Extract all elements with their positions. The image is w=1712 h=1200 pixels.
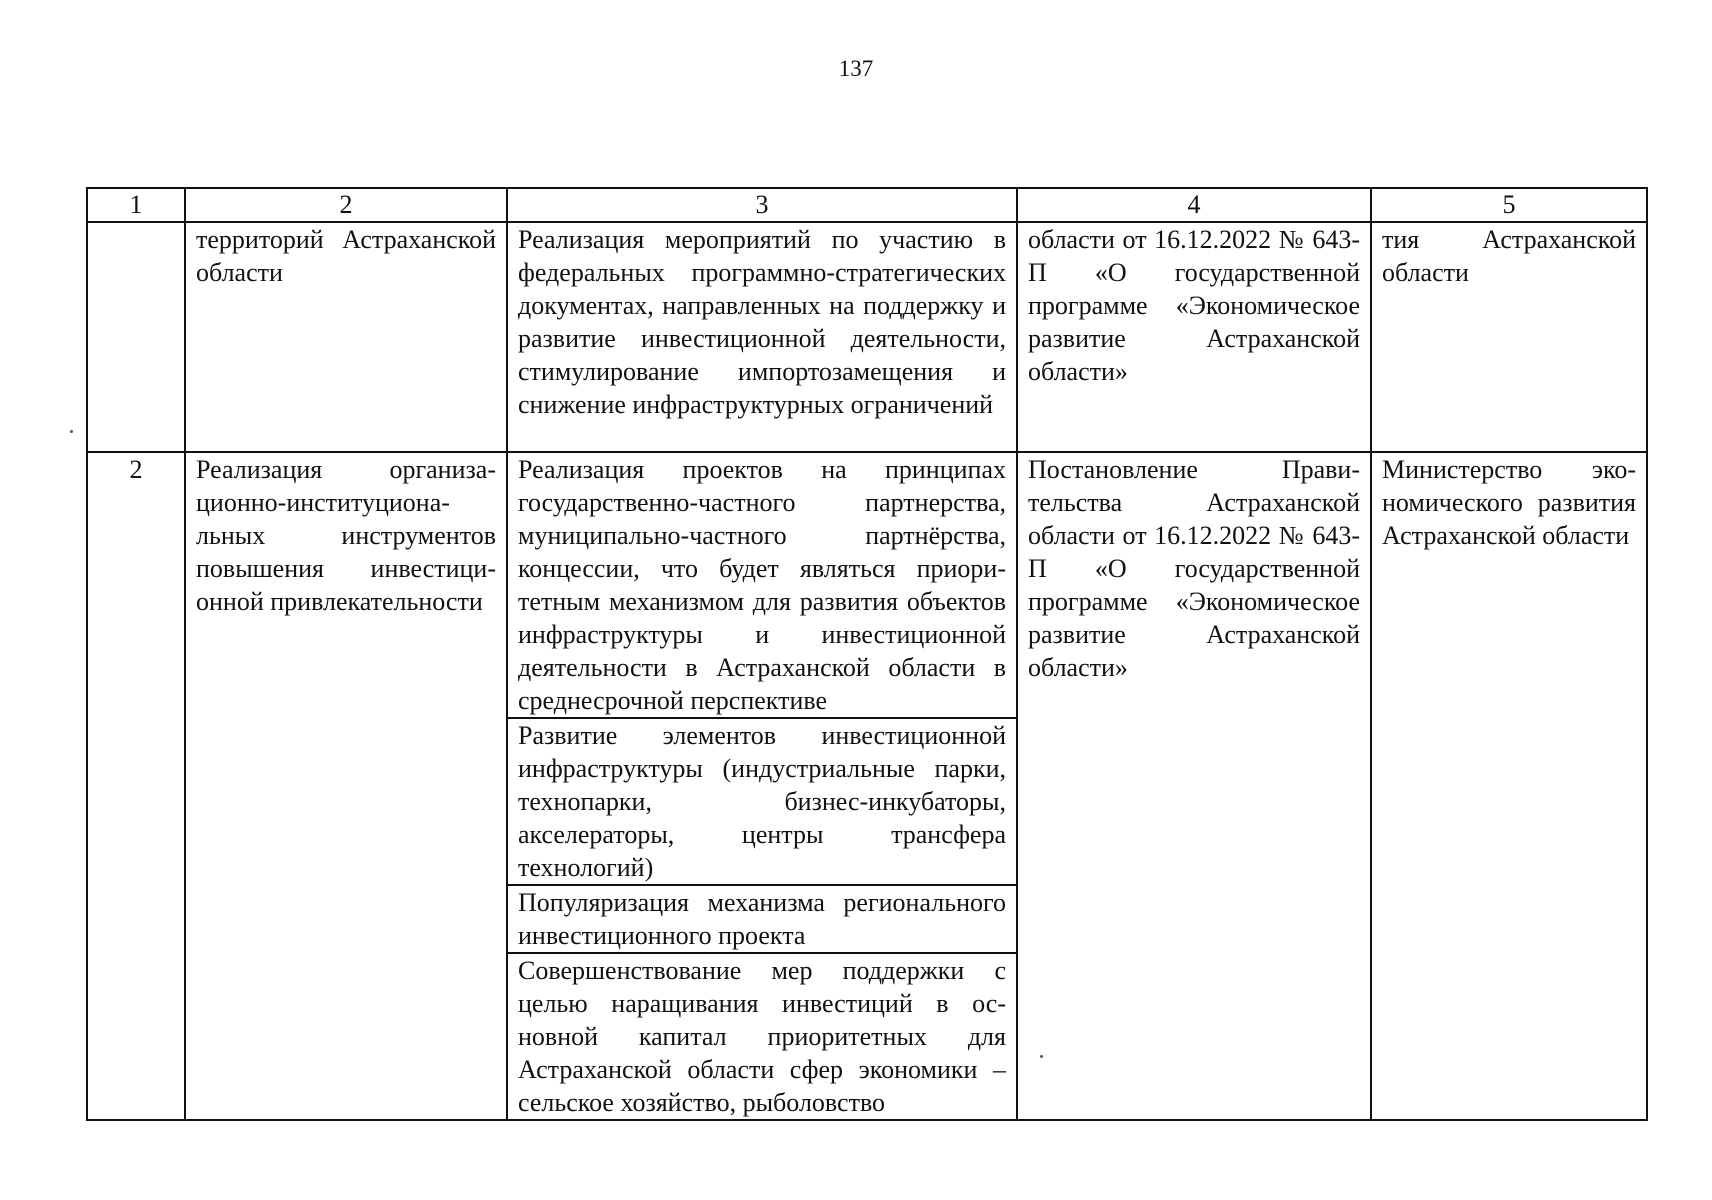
executor-cell: Министерство экономического развития Астраханской области: [1371, 452, 1647, 1120]
row-number-cell: [87, 222, 185, 452]
task-cell: Реализация организационно-институциональных инструментов повышения инвестиционной привлекательности: [185, 452, 507, 1120]
column-header-4: 4: [1017, 188, 1371, 222]
measure-cell: Популяризация механизма регионального инвестиционного проекта: [507, 885, 1017, 953]
row-number-cell: 2: [87, 452, 185, 1120]
measure-cell: Совершенствование мер поддержки с целью наращивания инвестиций в основной капитал приоритетных для Астраханской области сфер экономики – сельское хозяйство, рыболовство: [507, 953, 1017, 1120]
column-header-5: 5: [1371, 188, 1647, 222]
document-cell: области от 16.12.2022 № 643-П «О государственной программе «Экономическое развитие Астраханской области»: [1017, 222, 1371, 452]
table-header-row: [87, 188, 1647, 222]
document-table: [86, 187, 1648, 1121]
table-row-continued: [87, 222, 1647, 452]
task-cell: территорий Астраханской области: [185, 222, 507, 452]
measure-cell: Реализация проектов на принципах государственно-частного партнерства, муниципально-частного партнёрства, концессии, что будет являться приоритетным механизмом для развития объектов инфраструктуры и инвестиционной деятельности в Астраханской области в среднесрочной перспективе: [507, 452, 1017, 718]
column-header-1: 1: [87, 188, 185, 222]
measure-cell: Реализация мероприятий по участию в федеральных программно-стратегических документах, направленных на поддержку и развитие инвестиционной деятельности, стимулирование импортозамещения и снижение инфраструктурных ограничений: [507, 222, 1017, 452]
document-cell: Постановление Правительства Астраханской области от 16.12.2022 № 643-П «О государственной программе «Экономическое развитие Астраханской области»: [1017, 452, 1371, 1120]
table-row-2: [87, 452, 1647, 718]
column-header-2: 2: [185, 188, 507, 222]
column-header-3: 3: [507, 188, 1017, 222]
page-number: 137: [838, 56, 874, 81]
measure-cell: Развитие элементов инвестиционной инфраструктуры (индустриальные парки, технопарки, бизнес-инкубаторы, акселераторы, центры трансфера технологий): [507, 718, 1017, 885]
executor-cell: тия Астраханской области: [1371, 222, 1647, 452]
scan-speck: [70, 430, 73, 433]
